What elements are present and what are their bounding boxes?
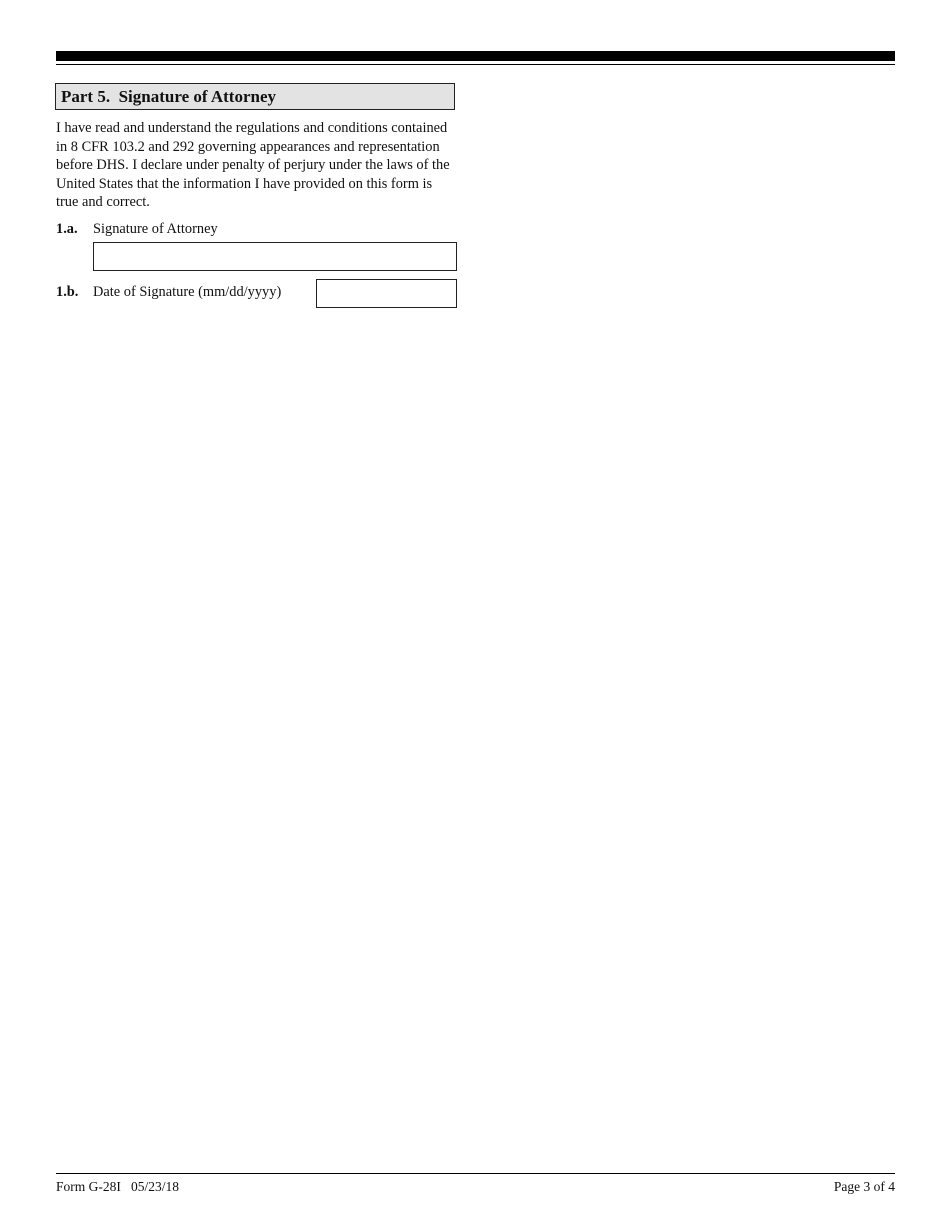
page-number-footer: Page 3 of 4 [833, 1179, 895, 1194]
item-number-1a: 1.a. [56, 221, 78, 237]
form-id-footer: Form G-28I 05/23/18 [56, 1179, 179, 1194]
part-5-header: Part 5. Signature of Attorney [55, 83, 455, 110]
item-number-1b: 1.b. [56, 284, 79, 300]
signature-of-attorney-label: Signature of Attorney [93, 221, 218, 237]
date-of-signature-field[interactable] [316, 279, 457, 308]
date-of-signature-label: Date of Signature (mm/dd/yyyy) [93, 284, 282, 300]
header-thin-rule [56, 64, 895, 65]
footer-rule [56, 1173, 895, 1174]
signature-of-attorney-field[interactable] [93, 242, 457, 271]
header-thick-rule [56, 51, 895, 61]
attorney-declaration-text: I have read and understand the regulations and conditions contained in 8 CFR 103.2 and 292 governing appearances and representation before DHS. I declare under penalty of perjury under the laws of the United States that the information I have provided on this form is true and correct. [56, 120, 450, 210]
